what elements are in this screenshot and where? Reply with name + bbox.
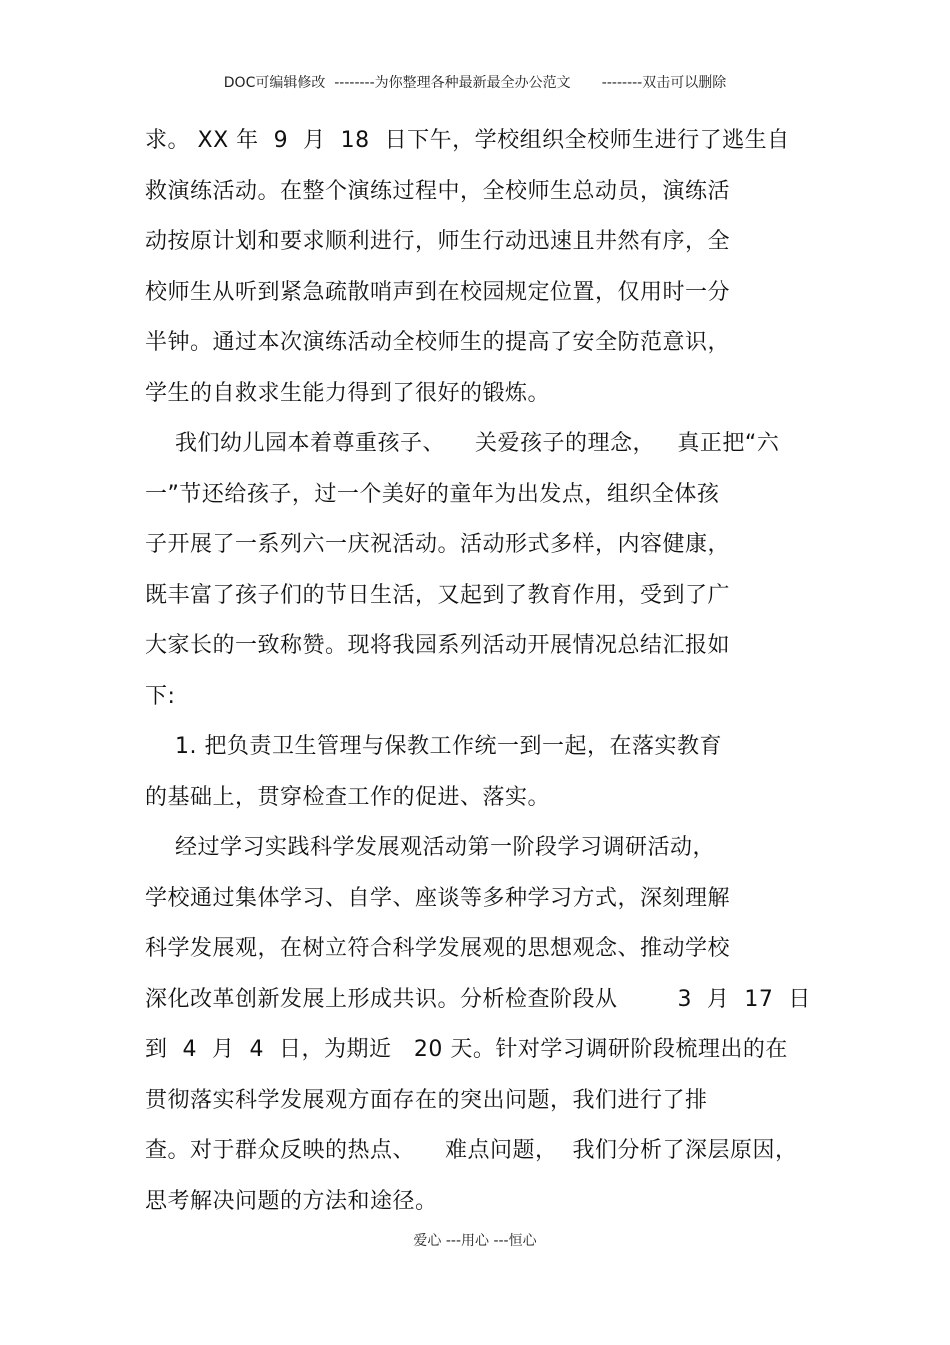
text-line: 深化改革创新发展上形成共识。分析检查阶段从 3 月 17 日: [145, 986, 811, 1012]
text-line: 动按原计划和要求顺利进行，师生行动迅速且井然有序，全: [145, 229, 731, 254]
text-line: 到 4 月 4 日，为期近 20 天。针对学习调研阶段梳理出的在: [145, 1037, 788, 1062]
page-footer: 爱心 ---用心 ---恒心: [413, 1233, 537, 1249]
text-line: 经过学习实践科学发展观活动第一阶段学习调研活动，: [145, 835, 715, 860]
text-line: 我们幼儿园本着尊重孩子、 关爱孩子的理念， 真正把“六: [145, 431, 780, 456]
text-line: 校师生从听到紧急疏散哨声到在校园规定位置，仅用时一分: [145, 279, 731, 305]
text-line: 贯彻落实科学发展观方面存在的突出问题，我们进行了排: [145, 1087, 708, 1113]
text-line: 科学发展观，在树立符合科学发展观的思想观念、推动学校: [145, 936, 731, 961]
text-line: 思考解决问题的方法和途径。: [145, 1188, 438, 1214]
text-line: 1. 把负责卫生管理与保教工作统一到一起，在落实教育: [145, 734, 722, 759]
text-line: 子开展了一系列六一庆祝活动。活动形式多样，内容健康，: [145, 532, 731, 557]
text-line: 既丰富了孩子们的节日生活，又起到了教育作用，受到了广: [145, 582, 731, 608]
text-line: 下:: [145, 683, 176, 709]
text-line: 救演练活动。在整个演练过程中，全校师生总动员，演练活: [145, 178, 731, 204]
text-line: 求。 XX 年 9 月 18 日下午，学校组织全校师生进行了逃生自: [145, 128, 790, 153]
text-line: 学生的自救求生能力得到了很好的锻炼。: [145, 380, 551, 406]
text-line: 的基础上，贯穿检查工作的促进、落实。: [145, 784, 551, 810]
text-line: 半钟。通过本次演练活动全校师生的提高了安全防范意识，: [145, 330, 731, 355]
text-line: 大家长的一致称赞。现将我园系列活动开展情况总结汇报如: [145, 633, 731, 658]
text-line: 查。对于群众反映的热点、 难点问题， 我们分析了深层原因，: [145, 1138, 798, 1163]
text-line: 一”节还给孩子，过一个美好的童年为出发点，组织全体孩: [145, 481, 720, 507]
page-header: DOC可编辑修改 --------为你整理各种最新最全办公范文 --------双击可以删除: [223, 75, 727, 91]
text-line: 学校通过集体学习、自学、座谈等多种学习方式，深刻理解: [145, 885, 731, 911]
document-body: [145, 124, 815, 1235]
